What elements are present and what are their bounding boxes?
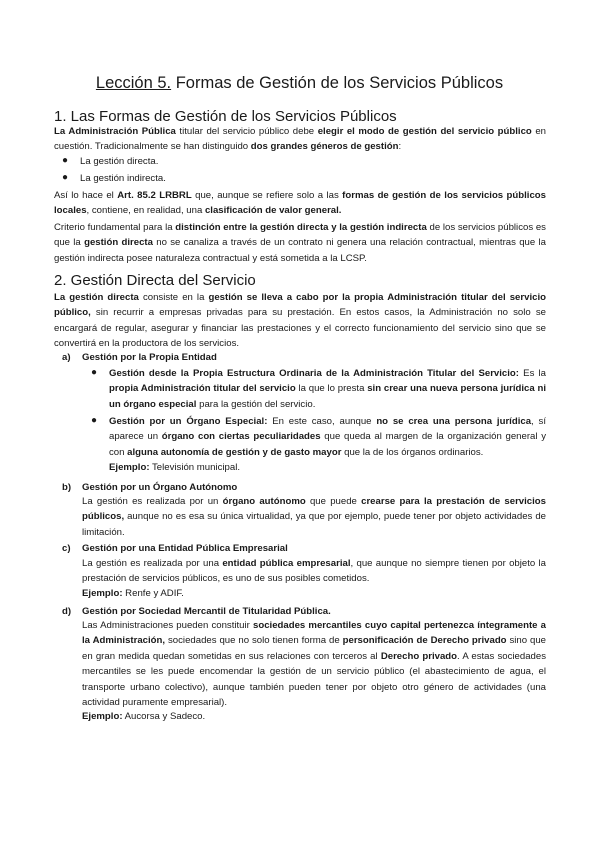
bold-text-run: gestión se lleva a cabo por la propia Administración titular del servicio público,	[54, 292, 546, 319]
subsection-a-item-2	[91, 414, 547, 460]
bullet-icon: ●	[62, 172, 69, 183]
subsection-b-heading: b) Gestión por un Órgano Autónomo	[62, 482, 238, 493]
s1-paragraph-2	[54, 188, 546, 219]
text-run: Las Administraciones pueden constituir	[82, 620, 253, 631]
lesson-number: Lección 5.	[95, 74, 172, 92]
bold-text-run: La Administración Pública	[54, 126, 176, 137]
subsection-c-heading: c) Gestión por una Entidad Pública Empresarial	[62, 543, 288, 554]
page-title	[0, 73, 599, 93]
text-run: de los servicios públicos es que la	[54, 222, 546, 249]
text-run: en cuestión. Tradicionalmente se han distinguido	[54, 126, 546, 153]
section-2-heading: 2. Gestión Directa del Servicio	[54, 272, 256, 289]
text-run: sino que en gran medida quedan sometidas en sus relaciones con terceros al	[82, 635, 547, 662]
bold-text-run: no se crea una persona jurídica	[376, 416, 532, 427]
bold-text-run: Derecho privado	[380, 650, 458, 662]
bullet-gestion-directa: ● La gestión directa.	[62, 155, 159, 167]
text-run: , sí aparece un	[109, 416, 546, 443]
text-run: Criterio fundamental para la	[54, 222, 176, 233]
bullet-icon: ●	[62, 155, 69, 166]
bold-text-run: clasificación de valor general.	[204, 205, 342, 217]
bold-text-run: dos grandes géneros de gestión	[250, 141, 399, 153]
bold-text-run: entidad pública empresarial	[222, 558, 351, 569]
lesson-title: Formas de Gestión de los Servicios Públicos	[171, 74, 504, 92]
text-run: que puede	[305, 496, 362, 507]
bold-text-run: crearse para la prestación de servicios públicos,	[82, 496, 546, 523]
text-run: , contiene, en realidad, una	[86, 205, 205, 217]
subsection-a-example: Ejemplo: Televisión municipal.	[109, 462, 240, 473]
text-run: . A estas sociedades mercantiles se les puede encomendar la gestión de un servicio público (el abastecimiento de agua, el transporte urbano colectivo), aunque también pueden tener por objeto otro género de actividades (una actividad puramente empresarial).	[82, 650, 546, 709]
bold-text-run: elegir el modo de gestión del servicio público	[317, 126, 532, 137]
text-run: que queda al margen de la organización general y con	[109, 431, 547, 458]
text-run: que, aunque se refiere solo a las	[191, 190, 343, 201]
text-run: Así lo hace el	[54, 190, 118, 201]
bold-text-run: órgano con ciertas peculiaridades	[161, 431, 321, 443]
bullet-icon: ●	[91, 415, 98, 426]
subsection-d-example: Ejemplo: Aucorsa y Sadeco.	[82, 711, 206, 722]
bold-text-run: Gestión por un Órgano Especial:	[109, 416, 268, 427]
bold-text-run: Gestión desde la Propia Estructura Ordinaria de la Administración Titular del Servicio:	[109, 368, 519, 379]
bold-text-run: La gestión directa	[54, 292, 139, 303]
bold-text-run: sociedades mercantiles cuyo capital pertenezca íntegramente a la Administración,	[82, 620, 546, 647]
s1-paragraph-3	[54, 220, 546, 266]
subsection-d-body	[82, 618, 546, 710]
text-run: para la gestión del servicio.	[196, 398, 316, 410]
subsection-d-heading: d) Gestión por Sociedad Mercantil de Titularidad Pública.	[62, 606, 331, 617]
s2-paragraph-1	[54, 290, 546, 352]
bold-text-run: gestión directa	[84, 237, 153, 249]
subsection-a-heading: a) Gestión por la Propia Entidad	[62, 352, 217, 363]
bold-text-run: sin crear una nueva persona jurídica ni un órgano especial	[109, 383, 546, 410]
bold-text-run: formas de gestión de los servicios públicos locales	[54, 190, 546, 217]
text-run: La gestión es realizada por una	[82, 558, 223, 569]
bold-text-run: personificación de Derecho privado	[342, 635, 507, 647]
section-1-heading: 1. Las Formas de Gestión de los Servicios Públicos	[54, 108, 397, 125]
text-run: Es la	[519, 368, 547, 379]
text-run: aunque no es esa su única virtualidad, ya que por ejemplo, puede tener por objeto actividades de limitación.	[82, 511, 546, 538]
bold-text-run: distinción entre la gestión directa y la gestión indirecta	[175, 222, 427, 233]
text-run: titular del servicio público debe	[175, 126, 318, 137]
bullet-icon: ●	[91, 367, 98, 378]
text-run: la que lo presta	[295, 383, 368, 395]
bold-text-run: Art. 85.2 LRBRL	[117, 190, 192, 201]
subsection-c-body	[82, 556, 546, 587]
text-run: La gestión es realizada por un	[82, 496, 223, 507]
s1-paragraph-1	[54, 124, 546, 155]
text-run: que la de los órganos ordinarios.	[341, 446, 484, 458]
text-run: :	[398, 141, 402, 153]
text-run: no se canaliza a través de un contrato ni genera una relación contractual, mientras que la gestión indirecta posee naturaleza contractual y está sometida a la LCSP.	[54, 237, 546, 264]
text-run: sociedades que no solo tienen forma de	[165, 635, 343, 647]
text-run: En este caso, aunque	[267, 416, 377, 427]
subsection-b-body	[82, 494, 546, 540]
text-run: consiste en la	[138, 292, 209, 303]
bold-text-run: alguna autonomía de gestión y de gasto mayor	[127, 446, 342, 458]
bold-text-run: órgano autónomo	[222, 496, 306, 507]
bold-text-run: propia Administración titular del servicio	[109, 383, 296, 395]
text-run: , que aunque no siempre tienen por objeto la prestación de servicios públicos, es uno de sus posibles cometidos.	[82, 558, 546, 585]
text-run: sin recurrir a empresas privadas para su prestación. En estos casos, la Administración no solo se encargará de regular, asegurar y financiar las prestaciones y el correcto funcionamiento del servicio sino que se convertirá en la productora de los servicios.	[54, 307, 546, 350]
subsection-a-item-1	[91, 366, 547, 412]
bullet-gestion-indirecta: ● La gestión indirecta.	[62, 172, 166, 184]
subsection-c-example: Ejemplo: Renfe y ADIF.	[82, 588, 184, 599]
